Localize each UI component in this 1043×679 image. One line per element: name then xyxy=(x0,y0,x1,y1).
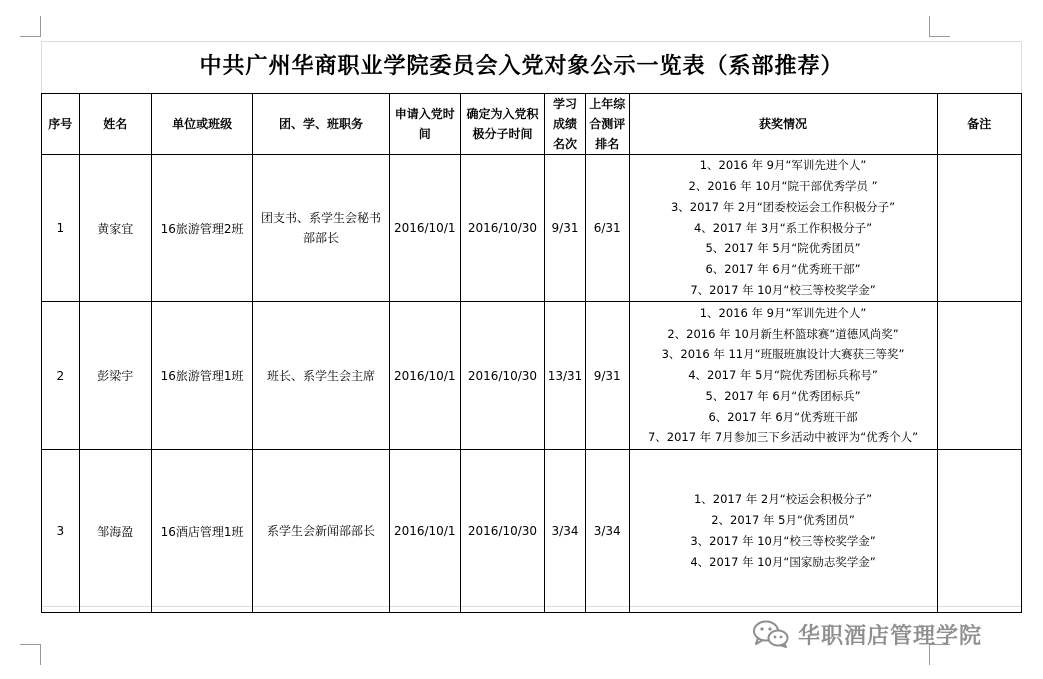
cell-name: 黄家宜 xyxy=(79,155,151,302)
cell-seq: 3 xyxy=(42,450,80,613)
cell-name: 邹海盈 xyxy=(79,450,151,613)
header-seq: 序号 xyxy=(42,94,80,155)
header-apply: 申请入党时间 xyxy=(389,94,460,155)
cell-remarks xyxy=(937,302,1021,450)
cell-evaluation: 6/31 xyxy=(585,155,629,302)
crop-mark-top-left xyxy=(20,16,41,37)
cell-duty: 班长、系学生会主席 xyxy=(253,302,389,450)
header-confirm: 确定为入党积极分子时间 xyxy=(460,94,544,155)
award-item: 3、2016 年 11月“班服班旗设计大赛获三等奖” xyxy=(661,347,905,362)
cell-seq: 2 xyxy=(42,302,80,450)
header-unit: 单位或班级 xyxy=(151,94,253,155)
award-item: 4、2017 年 10月“国家励志奖学金” xyxy=(690,554,876,569)
cell-confirm: 2016/10/30 xyxy=(460,450,544,613)
cell-confirm: 2016/10/30 xyxy=(460,302,544,450)
candidates-table xyxy=(41,93,1022,613)
cell-study: 13/31 xyxy=(545,302,586,450)
cell-duty: 系学生会新闻部部长 xyxy=(253,450,389,613)
cell-confirm: 2016/10/30 xyxy=(460,155,544,302)
award-item: 4、2017 年 5月“院优秀团标兵称号” xyxy=(688,368,878,383)
award-item: 1、2016 年 9月“军训先进个人” xyxy=(699,305,867,320)
award-item: 2、2017 年 5月“优秀团员” xyxy=(711,513,855,528)
table-row xyxy=(42,450,1022,613)
award-item: 7、2017 年 7月参加三下乡活动中被评为“优秀个人” xyxy=(647,430,919,445)
header-study: 学习成绩名次 xyxy=(545,94,586,155)
award-item: 2、2016 年 10月“院干部优秀学员 ” xyxy=(688,179,878,193)
award-item: 6、2017 年 6月“优秀班干部” xyxy=(705,262,861,277)
cell-apply: 2016/10/1 xyxy=(389,155,460,302)
table-row xyxy=(42,302,1022,450)
cell-remarks xyxy=(937,450,1021,613)
table-row xyxy=(42,155,1022,302)
header-remarks: 备注 xyxy=(937,94,1021,155)
cell-apply: 2016/10/1 xyxy=(389,302,460,450)
award-item: 1、2017 年 2月“校运会积极分子” xyxy=(693,492,873,507)
award-item: 5、2017 年 5月“院优秀团员” xyxy=(705,241,861,256)
cell-unit: 16旅游管理1班 xyxy=(151,302,253,450)
header-duty: 团、学、班职务 xyxy=(253,94,389,155)
cell-study: 3/34 xyxy=(545,450,586,613)
cell-awards xyxy=(629,450,937,613)
cell-study: 9/31 xyxy=(545,155,586,302)
header-evaluation: 上年综合测评排名 xyxy=(585,94,629,155)
cell-apply: 2016/10/1 xyxy=(389,450,460,613)
award-item: 6、2017 年 6月“优秀班干部 xyxy=(708,409,858,424)
award-item: 3、2017 年 2月“团委校运会工作积极分子” xyxy=(670,199,896,214)
cell-evaluation: 9/31 xyxy=(585,302,629,450)
table-header-row xyxy=(42,94,1022,155)
cell-evaluation: 3/34 xyxy=(585,450,629,613)
cell-awards xyxy=(629,155,937,302)
cell-awards xyxy=(629,302,937,450)
cell-duty: 团支书、系学生会秘书部部长 xyxy=(253,155,389,302)
watermark-text: 华职酒店管理学院 xyxy=(798,623,983,649)
cell-unit: 16酒店管理1班 xyxy=(151,450,253,613)
cell-remarks xyxy=(937,155,1021,302)
header-awards: 获奖情况 xyxy=(629,94,937,155)
award-item: 7、2017 年 10月“校三等校奖学金” xyxy=(690,282,876,297)
award-item: 5、2017 年 6月“优秀团标兵” xyxy=(705,388,861,403)
page-title: 中共广州华商职业学院委员会入党对象公示一览表（系部推荐） xyxy=(199,54,844,79)
cell-unit: 16旅游管理2班 xyxy=(151,155,253,302)
wechat-icon xyxy=(752,619,790,649)
cell-seq: 1 xyxy=(42,155,80,302)
crop-mark-bottom-left xyxy=(20,644,41,665)
award-item: 4、2017 年 3月“系工作积极分子” xyxy=(693,220,873,235)
award-item: 1、2016 年 9月“军训先进个人” xyxy=(699,158,867,173)
award-item: 2、2016 年 10月新生杯篮球赛“道德风尚奖” xyxy=(667,326,899,341)
header-name: 姓名 xyxy=(79,94,151,155)
crop-mark-top-right xyxy=(929,16,950,37)
cell-name: 彭梁宇 xyxy=(79,302,151,450)
watermark xyxy=(752,616,982,652)
award-item: 3、2017 年 10月“校三等校奖学金” xyxy=(690,534,876,548)
